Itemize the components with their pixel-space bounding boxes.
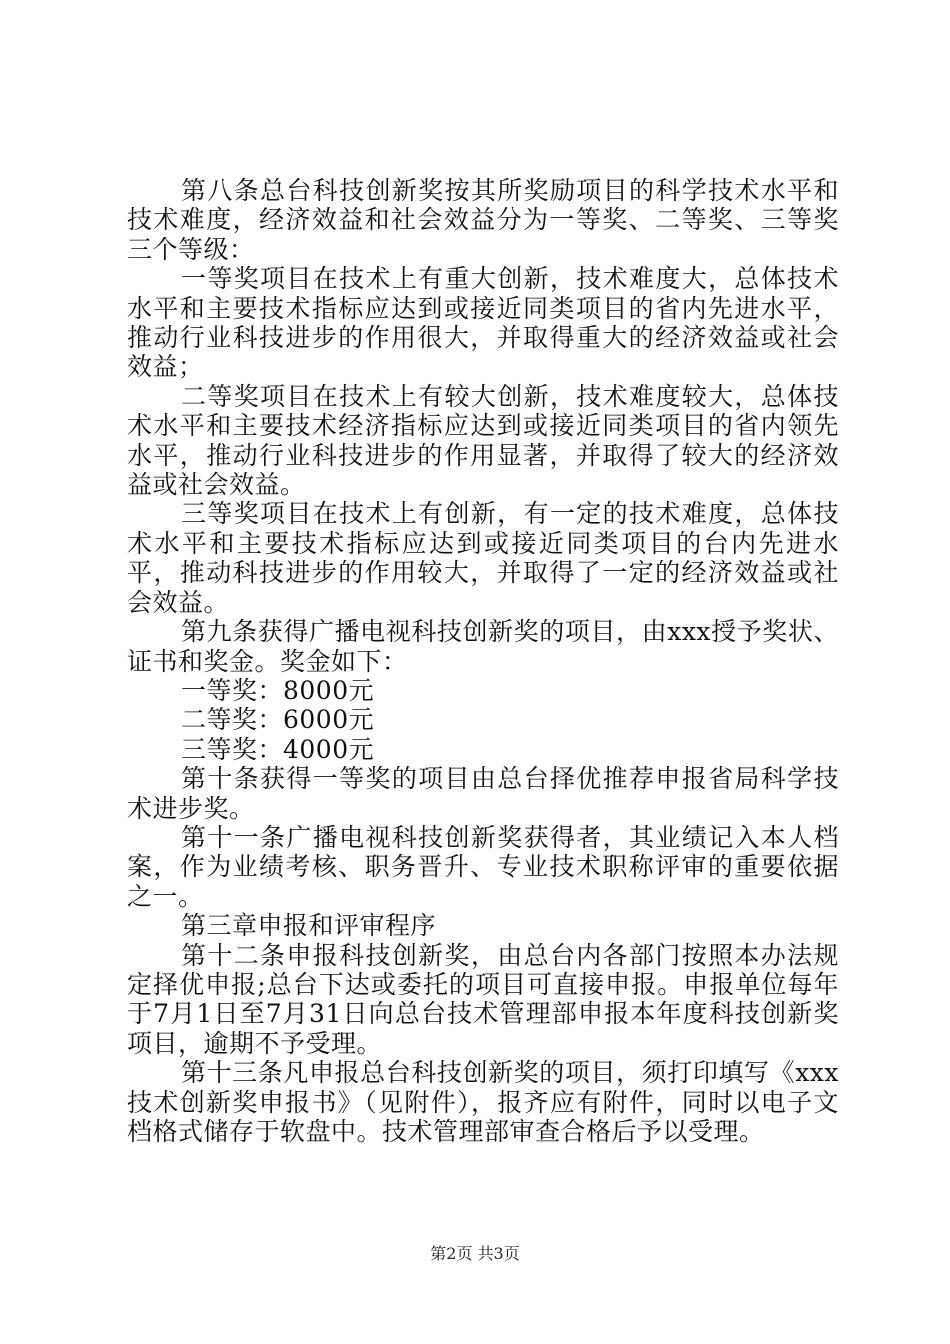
paragraph-article-10: 第十条获得一等奖的项目由总台择优推荐申报省局科学技术进步奖。 <box>127 764 839 823</box>
paragraph-third-prize: 三等奖项目在技术上有创新，有一定的技术难度，总体技术水平和主要技术指标应达到或接近同类项目的台内先进水平，推动科技进步的作用较大，并取得了一定的经济效益或社会效益。 <box>127 499 839 617</box>
paragraph-article-11: 第十一条广播电视科技创新奖获得者，其业绩记入本人档案，作为业绩考核、职务晋升、专业技术职称评审的重要依据之一。 <box>127 822 839 911</box>
amount-second-prize: 二等奖：6000元 <box>181 705 375 735</box>
page-footer <box>0 1244 950 1264</box>
page-number-label: 第2页 共3页 <box>430 1244 520 1263</box>
document-body <box>127 176 839 1146</box>
amount-first-prize: 一等奖：8000元 <box>181 675 375 705</box>
chapter-heading: 第三章申报和评审程序 <box>181 911 437 941</box>
paragraph-second-prize: 二等奖项目在技术上有较大创新，技术难度较大，总体技术水平和主要技术经济指标应达到或接近同类项目的省内领先水平，推动行业科技进步的作用显著，并取得了较大的经济效益或社会效益。 <box>127 381 839 500</box>
paragraph-article-8: 第八条总台科技创新奖按其所奖励项目的科学技术水平和技术难度，经济效益和社会效益分为一等奖、二等奖、三等奖三个等级： <box>127 176 839 264</box>
amount-third-prize: 三等奖：4000元 <box>181 734 375 764</box>
paragraph-article-9: 第九条获得广播电视科技创新奖的项目，由xxx授予奖状、证书和奖金。奖金如下： <box>127 617 839 676</box>
paragraph-article-13: 第十三条凡申报总台科技创新奖的项目，须打印填写《xxx技术创新奖申报书》（见附件），报齐应有附件，同时以电子文档格式储存于软盘中。技术管理部审查合格后予以受理。 <box>127 1058 839 1146</box>
paragraph-article-12: 第十二条申报科技创新奖，由总台内各部门按照本办法规定择优申报;总台下达或委托的项目可直接申报。申报单位每年于7月1日至7月31日向总台技术管理部申报本年度科技创新奖项目，逾期不予受理。 <box>127 940 839 1058</box>
paragraph-first-prize: 一等奖项目在技术上有重大创新，技术难度大，总体技术水平和主要技术指标应达到或接近同类项目的省内先进水平，推动行业科技进步的作用很大，并取得重大的经济效益或社会效益； <box>127 264 839 382</box>
